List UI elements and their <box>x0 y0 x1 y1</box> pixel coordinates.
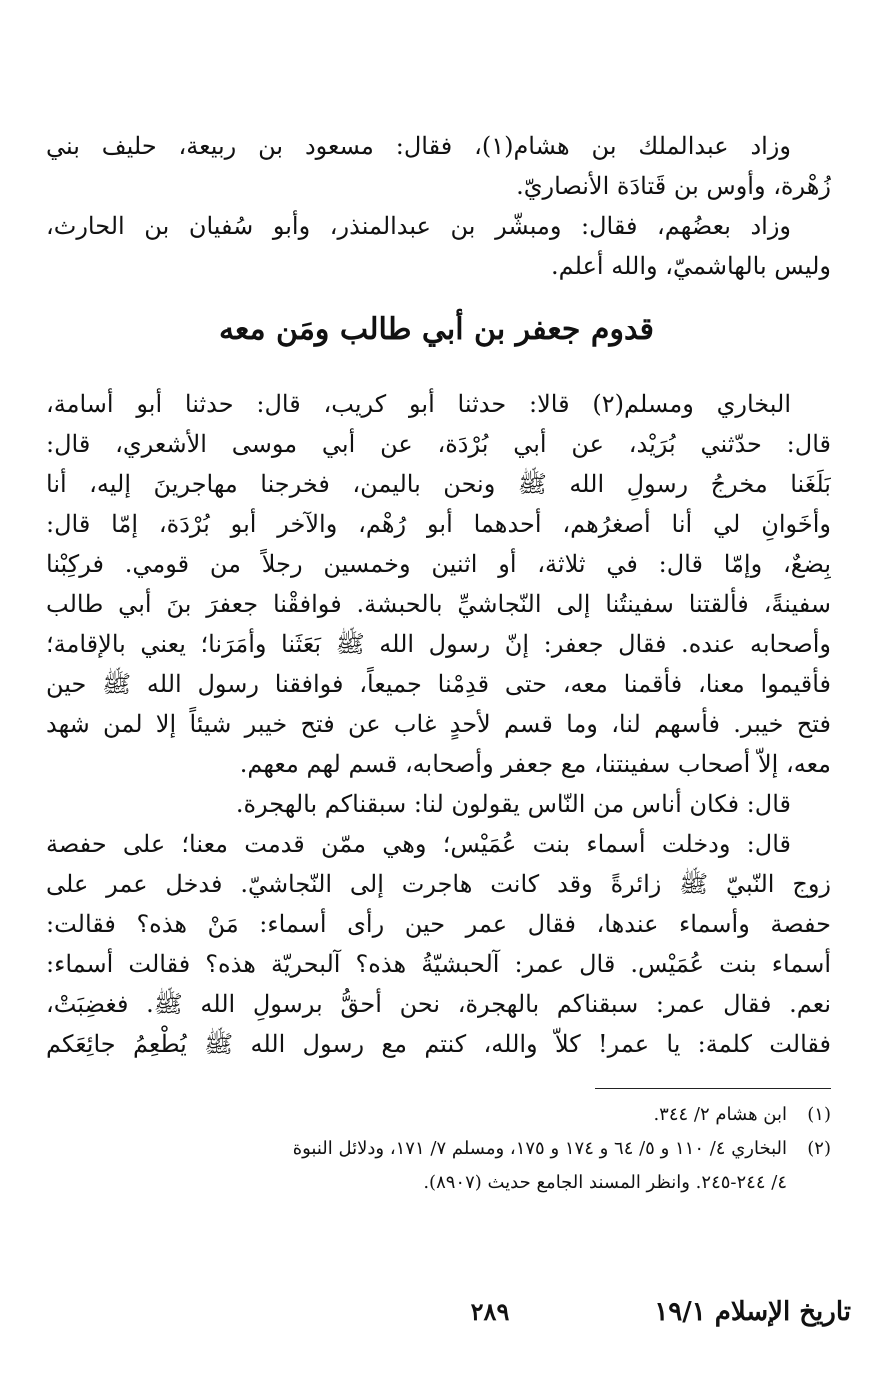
text-line: نعم. فقال عمر: سبقناكم بالهجرة، نحن أحقُّ برسولِ الله ﷺ. فغضِبَتْ، <box>46 990 831 1018</box>
text-line: وأصحابه عنده. فقال جعفر: إنّ رسول الله ﷺ بَعَثَنا وأمَرَنا؛ يعني بالإقامة؛ <box>46 630 831 658</box>
text-line: بِضعٌ، وإمّا قال: في ثلاثة، أو اثنين وخمسين رجلاً من قومي. فركِبْنا <box>46 550 831 578</box>
text-line: سفينةً، فألقتنا سفينتُنا إلى النّجاشيِّ بالحبشة. فوافقْنا جعفرَ بنَ أبي طالب <box>46 590 831 618</box>
footnote-text: البخاري ٤/ ١١٠ و ٥/ ٦٤ و ١٧٤ و ١٧٥، ومسلم ٧/ ١٧١، ودلائل النبوة <box>292 1138 787 1159</box>
footnote-2-continuation: ٤/ ٢٤٤-٢٤٥. وانظر المسند الجامع حديث (٨٩٠٧). <box>423 1172 787 1193</box>
text-line: وأخَوانِ لي أنا أصغرُهم، أحدهما أبو رُهْم، والآخر أبو بُرْدَة، إمّا قال: <box>46 510 831 538</box>
text-line: وليس بالهاشميّ، والله أعلم. <box>551 252 831 280</box>
footnote-separator <box>595 1088 831 1089</box>
text-line: حفصة وأسماء عندها، فقال عمر حين رأى أسماء: مَنْ هذه؟ فقالت: <box>46 910 831 938</box>
text-line: قال: فكان أناس من النّاس يقولون لنا: سبقناكم بالهجرة. <box>235 790 791 818</box>
text-line: فقالت كلمة: يا عمر! كلاّ والله، كنتم مع رسول الله ﷺ يُطْعِمُ جائِعَكم <box>46 1030 831 1058</box>
text-line: زوج النّبيّ ﷺ زائرةً وقد كانت هاجرت إلى النّجاشيّ. فدخل عمر على <box>46 870 831 898</box>
footnote-number: (٢) <box>807 1138 831 1159</box>
footnote-number: (١) <box>807 1104 831 1125</box>
text-line: البخاري ومسلم(٢) قالا: حدثنا أبو كريب، قال: حدثنا أبو أسامة، <box>46 390 792 418</box>
footnote-1 <box>46 1098 831 1132</box>
footnote-text: ابن هشام ٢/ ٣٤٤. <box>653 1104 787 1125</box>
text-line: وزاد بعضُهم، فقال: ومبشّر بن عبدالمنذر، وأبو سُفيان بن الحارث، <box>46 212 791 240</box>
text-line: فتح خيبر. فأسهم لنا، وما قسم لأحدٍ غاب عن فتح خيبر شيئاً إلا لمن شهد <box>46 710 831 738</box>
text-line: قال: ودخلت أسماء بنت عُمَيْس؛ وهي ممّن قدمت معنا؛ على حفصة <box>46 830 791 858</box>
running-footer-title: تاريخ الإسلام ١٩/١ <box>654 1297 851 1327</box>
page-number: ٢٨٩ <box>470 1297 510 1326</box>
text-line: أسماء بنت عُمَيْس. قال عمر: آلحبشيّةُ هذه؟ آلبحريّة هذه؟ فقالت أسماء: <box>46 950 831 978</box>
section-heading: قدوم جعفر بن أبي طالب ومَن معه <box>218 312 655 347</box>
text-line: معه، إلاّ أصحاب سفينتنا، مع جعفر وأصحابه، قسم لهم معهم. <box>239 750 831 778</box>
text-line: وزاد عبدالملك بن هشام(١)، فقال: مسعود بن ربيعة، حليف بني <box>46 132 791 160</box>
text-line: قال: حدّثني بُرَيْد، عن أبي بُرْدَة، عن أبي موسى الأشعري، قال: <box>46 430 831 458</box>
footnote-2 <box>46 1132 831 1166</box>
text-line: بَلَغَنا مخرجُ رسولِ الله ﷺ ونحن باليمن، فخرجنا مهاجرينَ إليه، أنا <box>46 470 831 498</box>
text-line: فأقيموا معنا، فأقمنا معه، حتى قدِمْنا جميعاً، فوافقنا رسول الله ﷺ حين <box>46 670 831 698</box>
text-line: زُهْرة، وأوس بن قَتادَة الأنصاريّ. <box>516 172 831 200</box>
